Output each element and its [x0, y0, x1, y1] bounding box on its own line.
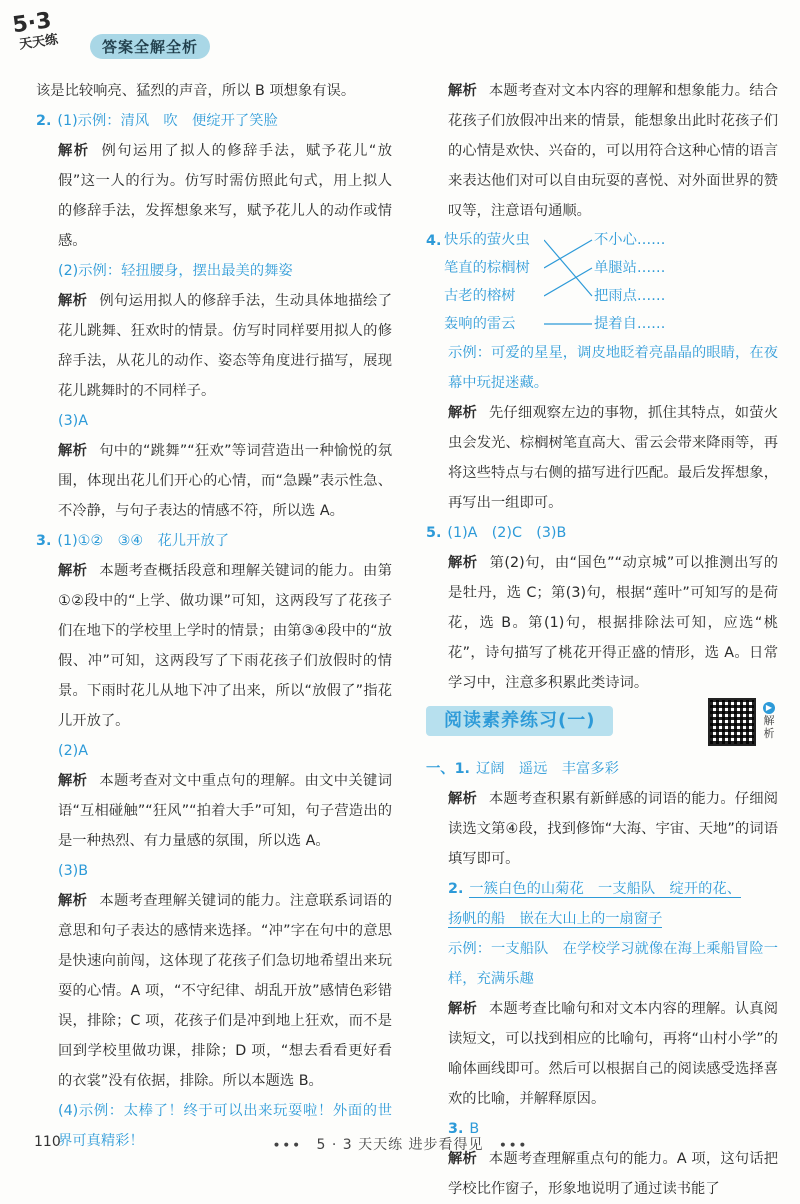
matching-exercise [444, 226, 794, 338]
answer-s2-line2: 扬帆的船 嵌在大山上的一扇窗子 [448, 911, 663, 927]
match-right-item: 把雨点…… [594, 288, 666, 304]
explanation-5: 解析 第(2)句，由“国色”“动京城”可以推测出写的是牡丹，选 C；第(3)句，根据“莲叶”可知写的是荷花，选 B。第(1)句，根据排除法可知，应选“桃花”，诗句描写了桃花开得正盛的情形，选 A。日常学习中，注意多积累此类诗词。 [448, 555, 778, 691]
explanation-s2: 解析 本题考查比喻句和对文本内容的理解。认真阅读短文，可以找到相应的比喻句，再将“山村小学”的喻体画线即可。然后可以根据自己的阅读感受选择喜欢的比喻，并解释原因。 [448, 1001, 779, 1107]
explanation-s3: 解析 本题考查理解重点句的能力。A 项，这句话把学校比作窗子，形象地说明了通过读书能了 [448, 1151, 778, 1197]
question-4: 4. 快乐的萤火虫 笔直的棕榈树 古老的榕树 轰响的雷云 不小心…… 单腿站…… 把雨点…… 提着自…… [426, 226, 778, 338]
answer-4-example: 示例：可爱的星星，调皮地眨着亮晶晶的眼睛，在夜幕中玩捉迷藏。 [448, 345, 778, 391]
explanation-3-4: 解析 本题考查对文本内容的理解和想象能力。结合花孩子们放假冲出来的情景，能想象出此时花孩子们的心情是欢快、兴奋的，可以用符合这种心情的语言来表达他们对可以自由玩耍的喜悦、对外面世界的赞叹等，注意语句通顺。 [448, 83, 779, 219]
answer-s1: 一、1. 辽阔 遥远 丰富多彩 [426, 761, 619, 777]
answer-3-3: (3)B [58, 863, 89, 879]
section-header-row [426, 698, 778, 754]
header-title: 答案全解全析 [90, 34, 210, 59]
explanation-3-1: 解析 本题考查概括段意和理解关键词的能力。由第①②段中的“上学、做功课”可知，这两段写了花孩子们在地下的学校里上学时的情景；由第③④段中的“放假、冲”可知，这两段写了下雨花孩子们放假时的情景。下雨时花儿从地下冲了出来，所以“放假了”指花儿开放了。 [58, 563, 393, 729]
explanation-2-1: 解析 例句运用了拟人的修辞手法，赋予花儿“放假”这一人的行为。仿写时需仿照此句式，用上拟人的修辞手法，发挥想象来写，赋予花儿人的动作或情感。 [58, 143, 393, 249]
explanation-3-2: 解析 本题考查对文中重点句的理解。由文中关键词语“互相碰触”“狂风”“拍着大手”可知，句子营造出的是一种热烈、有力量感的氛围，所以选 A。 [58, 773, 393, 849]
match-lines [544, 226, 594, 338]
section-title: 阅读素养练习(一) [426, 706, 613, 736]
match-right-item: 不小心…… [594, 232, 666, 248]
page-header [10, 8, 274, 56]
match-right-item: 提着自…… [594, 316, 666, 332]
answer-2-1: 2. (1)示例：清风 吹 便绽开了笑脸 [36, 113, 278, 129]
explanation-3-3: 解析 本题考查理解关键词的能力。注意联系词语的意思和句子表达的感情来选择。“冲”字在句中的意思是快速向前闯，这体现了花孩子们急切地希望出来玩耍的心情。A 项，“不守纪律、胡乱开放”感情色彩错误，排除；C 项，花孩子们是冲到地上狂欢，而不是回到学校里做功课，排除；D 项，“想去看看更好看的衣裳”没有依据，排除。所以本题选 B。 [58, 893, 393, 1089]
match-right-item: 单腿站…… [594, 260, 666, 276]
match-left-item: 古老的榕树 [444, 288, 516, 304]
text-line: 该是比较响亮、猛烈的声音，所以 B 项想象有误。 [36, 83, 356, 99]
answer-5: 5. (1)A (2)C (3)B [426, 525, 567, 541]
answer-3-1: 3. (1)①② ③④ 花儿开放了 [36, 533, 229, 549]
explanation-4: 解析 先仔细观察左边的事物，抓住其特点，如萤火虫会发光、棕榈树笔直高大、雷云会带来降雨等，再将这些特点与右侧的描写进行匹配。最后发挥想象，再写出一组即可。 [448, 405, 779, 511]
play-icon: ▶ [763, 702, 775, 714]
answer-s2-example: 示例：一支船队 在学校学习就像在海上乘船冒险一样，充满乐趣 [448, 941, 778, 987]
explanation-s1: 解析 本题考查积累有新鲜感的词语的能力。仔细阅读选文第④段，找到修饰“大海、宇宙、天地”的词语填写即可。 [448, 791, 779, 867]
answer-s3: 3. B [448, 1121, 480, 1137]
match-left-item: 轰响的雷云 [444, 316, 516, 332]
answer-3-2: (2)A [58, 743, 89, 759]
answer-3-4: (4)示例：太棒了！终于可以出来玩耍啦！外面的世界可真精彩！ [58, 1103, 392, 1149]
match-left-list [444, 226, 530, 338]
right-column [426, 76, 778, 1204]
explanation-2-3: 解析 句中的“跳舞”“狂欢”等词营造出一种愉悦的氛围，体现出花儿们开心的心情，而“急躁”表示性急、不冷静，与句子表达的情感不符，所以选 A。 [58, 443, 392, 519]
match-left-item: 快乐的萤火虫 [444, 232, 530, 248]
qr-code[interactable] [708, 698, 756, 746]
answer-2-2: (2)示例：轻扭腰身，摆出最美的舞姿 [58, 263, 293, 279]
footer-slogan: ∙∙∙ 5 · 3 天天练 进步看得见 ∙∙∙ [272, 1137, 528, 1153]
page-number: 110 [34, 1134, 61, 1150]
answer-s2: 2. 一簇白色的山菊花 一支船队 绽开的花、 [448, 881, 742, 897]
left-column [36, 76, 392, 1156]
match-right-list [594, 226, 665, 338]
brand-logo: 5·3 天天练 [10, 8, 60, 53]
qr-label: ▶ 解析 [763, 703, 775, 740]
explanation-2-2: 解析 例句运用拟人的修辞手法，生动具体地描绘了花儿跳舞、狂欢时的情景。仿写时同样要用拟人的修辞手法，从花儿的动作、姿态等角度进行描写，展现花儿跳舞时的不同样子。 [58, 293, 393, 399]
page-footer [0, 1128, 800, 1158]
answer-2-3: (3)A [58, 413, 89, 429]
match-left-item: 笔直的棕榈树 [444, 260, 530, 276]
